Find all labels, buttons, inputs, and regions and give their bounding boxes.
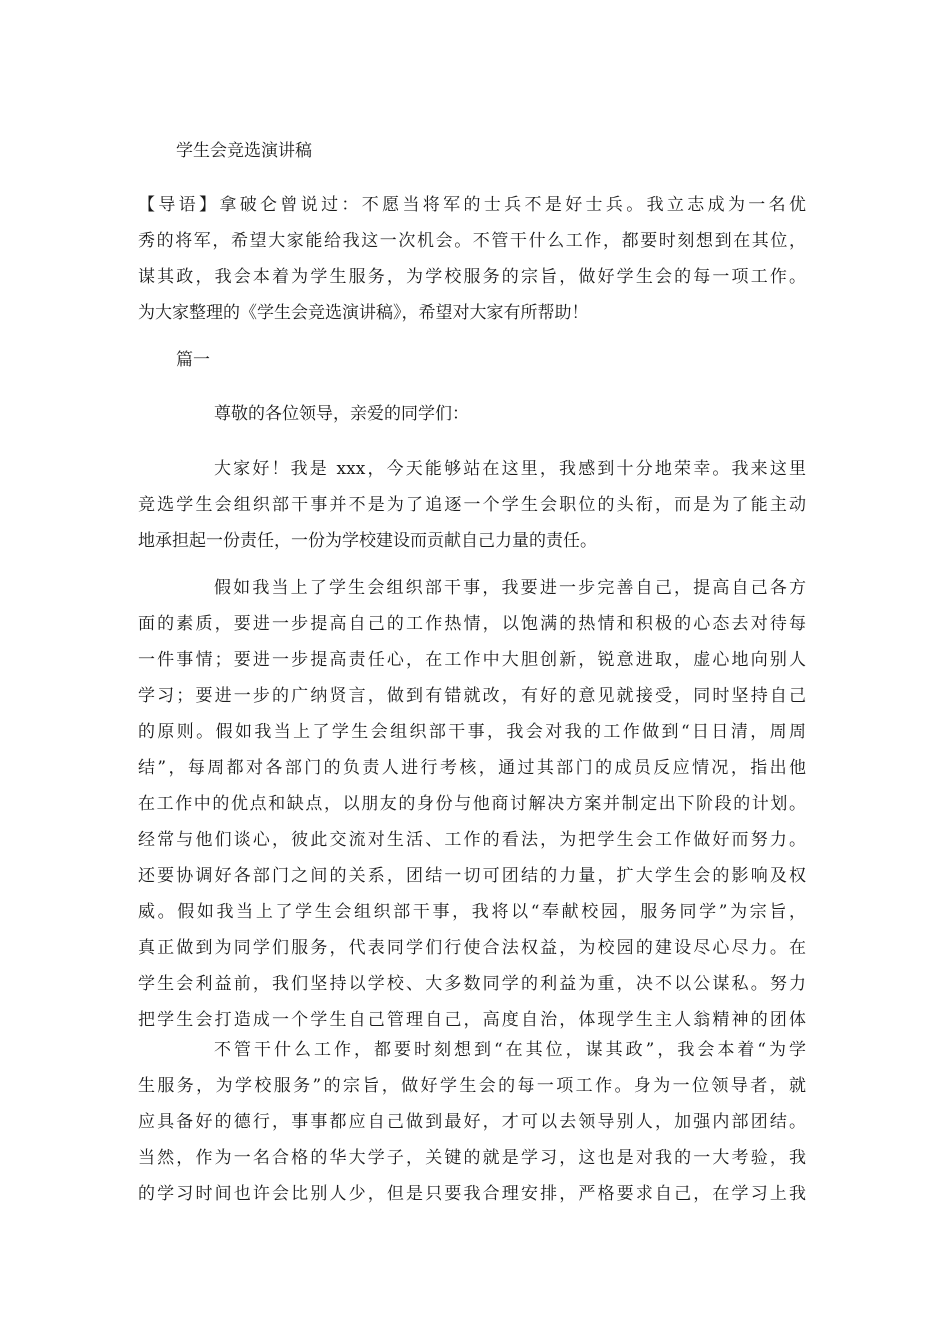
body-paragraph-1 xyxy=(138,451,806,559)
document-title xyxy=(176,133,576,169)
text-line: 结”，每周都对各部门的负责人进行考核，通过其部门的成员反应情况，指出他 xyxy=(138,758,806,778)
text-line: 经常与他们谈心，彼此交流对生活、工作的看法，为把学生会工作做好而努力。 xyxy=(138,830,806,850)
body-paragraph-2 xyxy=(138,570,806,1038)
text-line: 谋其政，我会本着为学生服务，为学校服务的宗旨，做好学生会的每一项工作。 xyxy=(138,267,806,287)
text-line: 大家好！我是 xxx，今天能够站在这里，我感到十分地荣幸。我来这里 xyxy=(214,459,806,479)
text-line: 威。假如我当上了学生会组织部干事，我将以“奉献校园，服务同学”为宗旨， xyxy=(138,902,806,922)
text-line: 应具备好的德行，事事都应自己做到最好，才可以去领导别人，加强内部团结。 xyxy=(138,1112,806,1132)
text-line: 秀的将军，希望大家能给我这一次机会。不管干什么工作，都要时刻想到在其位， xyxy=(138,231,806,251)
text-line: 为大家整理的《学生会竞选演讲稿》，希望对大家有所帮助！ xyxy=(138,303,589,323)
salutation-line: 尊敬的各位领导，亲爱的同学们： xyxy=(214,404,469,424)
section-heading xyxy=(176,342,376,378)
text-line: 假如我当上了学生会组织部干事，我要进一步完善自己，提高自己各方 xyxy=(214,578,806,598)
text-line: 还要协调好各部门之间的关系，团结一切可团结的力量，扩大学生会的影响及权 xyxy=(138,866,806,886)
text-line: 生服务，为学校服务”的宗旨，做好学生会的每一项工作。身为一位领导者，就 xyxy=(138,1076,806,1096)
text-line: 【导语】拿破仑曾说过：不愿当将军的士兵不是好士兵。我立志成为一名优 xyxy=(138,195,806,215)
text-line: 面的素质，要进一步提高自己的工作热情，以饱满的热情和积极的心态去对待每 xyxy=(138,614,806,634)
text-line: 不管干什么工作，都要时刻想到“在其位，谋其政”，我会本着“为学 xyxy=(214,1040,806,1060)
text-line: 竞选学生会组织部干事并不是为了追逐一个学生会职位的头衔，而是为了能主动 xyxy=(138,495,806,515)
text-line: 一件事情；要进一步提高责任心，在工作中大胆创新，锐意进取，虚心地向别人 xyxy=(138,650,806,670)
text-line: 学习；要进一步的广纳贤言，做到有错就改，有好的意见就接受，同时坚持自己 xyxy=(138,686,806,706)
text-line: 真正做到为同学们服务，代表同学们行使合法权益，为校园的建设尽心尽力。在 xyxy=(138,938,806,958)
text-line: 把学生会打造成一个学生自己管理自己，高度自治，体现学生主人翁精神的团体 xyxy=(138,1010,806,1030)
text-line: 学生会利益前，我们坚持以学校、大多数同学的利益为重，决不以公谋私。努力 xyxy=(138,974,806,994)
text-line: 当然，作为一名合格的华大学子，关键的就是学习，这也是对我的一大考验，我 xyxy=(138,1148,806,1168)
title-line: 学生会竞选演讲稿 xyxy=(176,141,312,161)
section-label: 篇一 xyxy=(176,350,210,370)
text-line: 的原则。假如我当上了学生会组织部干事，我会对我的工作做到“日日清，周周 xyxy=(138,722,806,742)
body-paragraph-3 xyxy=(138,1032,806,1212)
intro-paragraph xyxy=(138,187,806,331)
salutation xyxy=(214,396,614,432)
text-line: 的学习时间也许会比别人少，但是只要我合理安排，严格要求自己，在学习上我 xyxy=(138,1184,806,1204)
text-line: 地承担起一份责任，一份为学校建设而贡献自己力量的责任。 xyxy=(138,531,597,551)
text-line: 在工作中的优点和缺点，以朋友的身份与他商讨解决方案并制定出下阶段的计划。 xyxy=(138,794,806,814)
